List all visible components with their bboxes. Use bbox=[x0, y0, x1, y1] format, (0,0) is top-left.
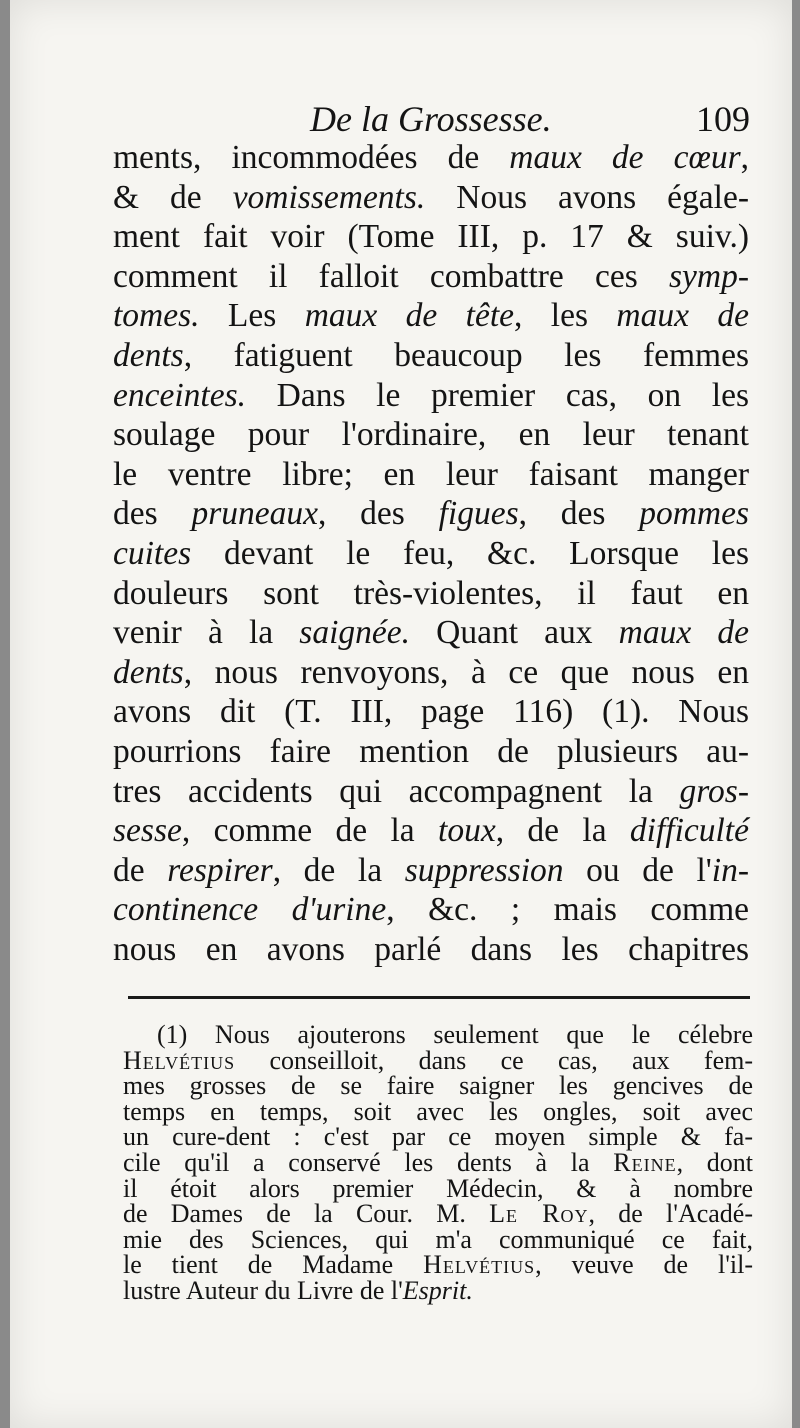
footnote-rule bbox=[128, 996, 750, 999]
small-caps-text: Le Roy bbox=[489, 1199, 589, 1229]
text-run: soulage pour l'ordinaire, en leur tenant bbox=[113, 416, 749, 454]
italic-text: suppression bbox=[404, 851, 564, 889]
text-run: & de bbox=[113, 178, 233, 216]
italic-text: maux de bbox=[618, 614, 749, 652]
footnote-line bbox=[123, 1252, 753, 1278]
text-run: venir à la bbox=[113, 614, 300, 652]
text-line bbox=[113, 376, 749, 416]
text-line bbox=[113, 296, 749, 336]
italic-text: pruneaux bbox=[191, 495, 318, 533]
italic-text: tomes. bbox=[113, 297, 200, 335]
text-run: un cure-dent : c'est par ce moyen simple & fa- bbox=[123, 1122, 753, 1152]
text-line bbox=[113, 613, 749, 653]
italic-text: sesse bbox=[113, 812, 182, 850]
text-line bbox=[113, 534, 749, 574]
italic-text: enceintes. bbox=[113, 376, 247, 414]
text-line bbox=[113, 772, 749, 812]
small-caps-text: Helvétius bbox=[423, 1250, 536, 1280]
italic-text: dents bbox=[113, 653, 184, 691]
text-run: ment fait voir (Tome III, p. 17 & suiv.) bbox=[113, 218, 749, 256]
text-run: il étoit alors premier Médecin, & à nombre bbox=[123, 1173, 753, 1203]
italic-text: vomissements. bbox=[232, 178, 426, 216]
text-run: , des bbox=[317, 495, 439, 533]
footnote-line bbox=[123, 1147, 753, 1177]
italic-text: figues bbox=[438, 495, 519, 533]
footnote bbox=[123, 1022, 753, 1304]
italic-text: symp- bbox=[668, 257, 749, 295]
text-run: , nous renvoyons, à ce que nous en bbox=[183, 653, 749, 691]
text-run: comment il falloit combattre ces bbox=[113, 257, 669, 295]
italic-text: maux de cœur bbox=[509, 139, 741, 176]
text-run: le tient de Madame bbox=[123, 1250, 424, 1280]
text-run: , de la bbox=[272, 851, 405, 889]
text-line bbox=[113, 494, 749, 534]
text-run: conseilloit, dans ce cas, aux fem- bbox=[235, 1045, 753, 1075]
text-run: (1) Nous ajouterons seulement que le célebre bbox=[157, 1020, 753, 1049]
italic-text: continence d'urine bbox=[113, 891, 387, 929]
text-line bbox=[113, 574, 749, 614]
italic-text: pommes bbox=[639, 495, 750, 533]
text-line bbox=[113, 811, 749, 851]
text-run: cile qu'il a conservé les dents à la bbox=[123, 1147, 614, 1177]
italic-text: dents bbox=[113, 336, 184, 374]
text-run: , veuve de l'il- bbox=[535, 1250, 753, 1280]
text-run: , &c. ; mais comme bbox=[386, 891, 749, 929]
italic-text: Esprit. bbox=[402, 1275, 473, 1305]
text-run: nous en avons parlé dans les chapitres bbox=[113, 930, 749, 968]
footnote-line bbox=[123, 1073, 753, 1099]
footnote-line bbox=[123, 1201, 753, 1227]
text-line bbox=[113, 851, 749, 891]
text-run: Quant aux bbox=[410, 614, 619, 652]
italic-text: gros- bbox=[679, 772, 749, 810]
text-run: des bbox=[113, 495, 192, 533]
italic-text: difficulté bbox=[629, 812, 749, 850]
text-run: de bbox=[113, 851, 168, 889]
text-run: le ventre libre; en leur faisant manger bbox=[113, 455, 749, 493]
text-run: mie des Sciences, qui m'a communiqué ce fait, bbox=[123, 1224, 753, 1254]
text-run: avons dit (T. III, page 116) (1). Nous bbox=[113, 693, 749, 731]
book-page bbox=[10, 0, 792, 1428]
italic-text: maux de tête bbox=[304, 297, 515, 335]
text-run: ments, incommodées de bbox=[113, 139, 510, 176]
text-run: , les bbox=[514, 297, 617, 335]
italic-text: in- bbox=[711, 851, 750, 889]
text-line bbox=[113, 217, 749, 257]
text-run: ou de l' bbox=[563, 851, 712, 889]
text-run: , comme de la bbox=[181, 812, 439, 850]
running-title: De la Grossesse. bbox=[310, 99, 552, 139]
text-line bbox=[113, 692, 749, 732]
page-number: 109 bbox=[696, 99, 750, 139]
small-caps-text: Reine bbox=[613, 1147, 677, 1177]
italic-text: cuites bbox=[113, 534, 192, 572]
italic-text: saignée. bbox=[299, 614, 411, 652]
text-run: , de la bbox=[495, 812, 630, 850]
text-line bbox=[113, 178, 749, 218]
text-run: , des bbox=[518, 495, 640, 533]
text-run: tres accidents qui accompagnent la bbox=[113, 772, 680, 810]
text-run: Les bbox=[199, 297, 305, 335]
text-line bbox=[113, 138, 749, 178]
small-caps-text: Helvétius bbox=[123, 1045, 236, 1075]
text-line bbox=[113, 890, 749, 930]
text-run: , dont bbox=[676, 1147, 753, 1177]
main-text bbox=[113, 138, 749, 969]
text-run: pourrions faire mention de plusieurs au- bbox=[113, 732, 749, 770]
text-run: temps en temps, soit avec les ongles, soit avec bbox=[123, 1096, 753, 1126]
text-run: , de l'Acadé- bbox=[588, 1199, 754, 1229]
text-run: mes grosses de se faire saigner les gencives de bbox=[123, 1071, 753, 1101]
text-run: , fatiguent beaucoup les femmes bbox=[183, 336, 749, 374]
text-line bbox=[113, 653, 749, 693]
footnote-line bbox=[123, 1224, 753, 1254]
text-line bbox=[113, 257, 749, 297]
italic-text: respirer bbox=[167, 851, 273, 889]
text-line bbox=[113, 930, 749, 970]
text-run: , bbox=[740, 139, 749, 176]
footnote-line bbox=[123, 1275, 753, 1305]
footnote-line bbox=[123, 1096, 753, 1126]
footnote-line bbox=[123, 1124, 753, 1150]
text-run: de Dames de la Cour. M. bbox=[123, 1199, 490, 1229]
text-line bbox=[113, 732, 749, 772]
text-line bbox=[113, 455, 749, 495]
text-run: devant le feu, &c. Lorsque les bbox=[191, 534, 749, 572]
text-run: lustre Auteur du Livre de l' bbox=[123, 1275, 403, 1305]
italic-text: maux de bbox=[616, 297, 749, 335]
footnote-line bbox=[123, 1022, 753, 1048]
text-line bbox=[113, 336, 749, 376]
text-run: Nous avons égale- bbox=[425, 178, 749, 216]
running-header bbox=[310, 96, 750, 142]
footnote-line bbox=[123, 1173, 753, 1203]
text-run: Dans le premier cas, on les bbox=[246, 376, 749, 414]
text-line bbox=[113, 415, 749, 455]
footnote-line bbox=[123, 1045, 753, 1075]
italic-text: toux bbox=[438, 812, 496, 850]
text-run: douleurs sont très-violentes, il faut en bbox=[113, 574, 749, 612]
